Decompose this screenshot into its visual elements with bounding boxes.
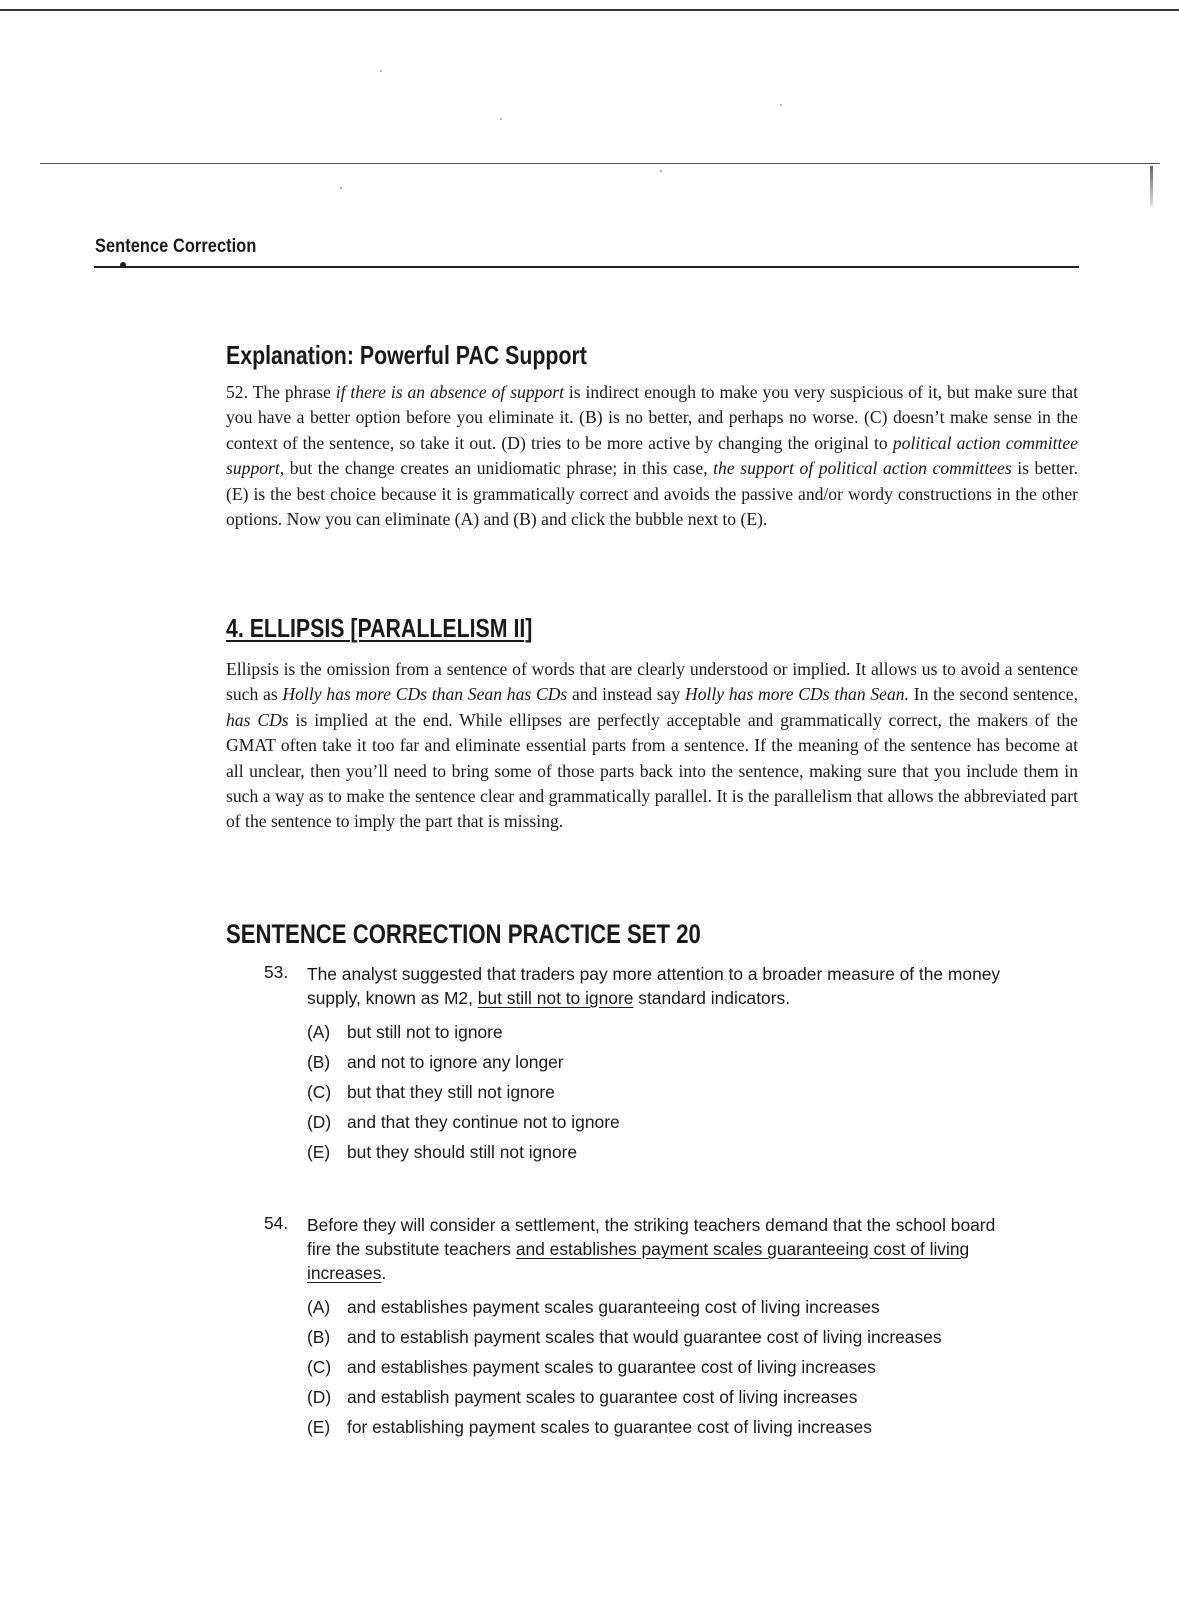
italic-phrase: political action committee support: [226, 432, 1078, 479]
choice-label: (C): [307, 1082, 332, 1102]
choice-label: (C): [307, 1357, 332, 1377]
explanation-paragraph: [226, 380, 1078, 532]
top-page-border: [0, 9, 1179, 11]
question-stem: [307, 1213, 1004, 1285]
ellipsis-paragraph: [226, 657, 1078, 835]
question-53: [264, 962, 1004, 1170]
practice-set-heading: SENTENCE CORRECTION PRACTICE SET 20: [226, 919, 701, 949]
scan-speck: [340, 187, 342, 189]
text-run: Ellipsis is the omission from a sentence of words that are clearly understood or implied. It allows us to avoid a sentence such as: [226, 659, 1078, 705]
italic-phrase: if there is an absence of support: [335, 382, 564, 402]
question-number: 53.: [264, 962, 289, 982]
italic-phrase: Holly has more CDs than Sean.: [685, 684, 909, 705]
answer-choice-a[interactable]: [307, 1020, 1004, 1044]
choice-text: and that they continue not to ignore: [347, 1112, 620, 1132]
italic-phrase: has CDs: [226, 709, 289, 730]
question-number: 54.: [264, 1213, 289, 1233]
stem-text: standard indicators.: [633, 988, 791, 1008]
choice-text: but that they still not ignore: [347, 1082, 555, 1102]
explanation-heading: Explanation: Powerful PAC Support: [226, 340, 587, 370]
choice-text: and to establish payment scales that would guarantee cost of living increases: [347, 1327, 942, 1347]
stem-text: Before they will consider a settlement, the striking teachers demand that the school board fire the substitute teachers: [307, 1215, 996, 1259]
italic-phrase: Holly has more CDs than Sean has CDs: [282, 684, 568, 705]
text-run: In the second sentence,: [909, 684, 1078, 705]
answer-choice-d[interactable]: [307, 1110, 1004, 1134]
answer-choice-c[interactable]: [307, 1080, 1004, 1104]
choice-text: and establishes payment scales to guarantee cost of living increases: [347, 1357, 876, 1377]
choice-label: (B): [307, 1052, 331, 1072]
running-head: Sentence Correction: [95, 236, 257, 257]
underlined-portion: and establishes payment scales guaranteeing cost of living increases: [307, 1239, 970, 1283]
question-stem: [307, 962, 1004, 1010]
answer-choices: [307, 1295, 1004, 1439]
choice-label: (E): [307, 1142, 331, 1162]
choice-text: but still not to ignore: [347, 1022, 503, 1042]
question-54: [264, 1213, 1004, 1445]
scan-speck: [500, 118, 502, 120]
answer-choice-b[interactable]: [307, 1050, 1004, 1074]
text-run: is implied at the end. While ellipses are perfectly acceptable and grammatically correct, the makers of the GMAT often take it too far and eliminate essential parts from a sentence. If the meaning of the sentence has become at all unclear, then you’ll need to bring some of those parts back into the sentence, making sure that you include them in such a way as to make the sentence clear and grammatically parallel. It is the parallelism that allows the abbreviated part of the sentence to imply the part that is missing.: [226, 709, 1078, 832]
explanation-body: [226, 382, 1078, 529]
choice-text: but they should still not ignore: [347, 1142, 578, 1162]
answer-choice-e[interactable]: [307, 1140, 1004, 1164]
text-run: , but the change creates an unidiomatic phrase; in this case,: [279, 458, 714, 479]
scan-speck: [660, 170, 662, 172]
answer-choice-c[interactable]: [307, 1355, 1004, 1379]
scan-speck: [380, 70, 382, 72]
choice-label: (A): [307, 1297, 331, 1317]
underlined-portion: but still not to ignore: [477, 988, 634, 1008]
scan-speck: [780, 104, 782, 106]
header-rule: [94, 266, 1079, 268]
choice-label: (D): [307, 1112, 332, 1132]
scan-edge-shadow: [1150, 166, 1153, 206]
stem-text: .: [381, 1263, 387, 1283]
answer-choice-b[interactable]: [307, 1325, 1004, 1349]
choice-label: (E): [307, 1417, 331, 1437]
text-run: and instead say: [567, 684, 685, 705]
answer-choices: [307, 1020, 1004, 1164]
explanation-number: 52.: [226, 382, 248, 402]
choice-text: and establish payment scales to guarantee cost of living increases: [347, 1387, 858, 1407]
choice-label: (A): [307, 1022, 331, 1042]
text-run: The phrase: [248, 382, 336, 402]
answer-choice-a[interactable]: [307, 1295, 1004, 1319]
text-run: is better. (E) is the best choice because it is grammatically correct and avoids the passive and/or wordy constructions in the other options. Now you can eliminate (A) and (B) and click the bubble next to (E).: [226, 458, 1078, 530]
ellipsis-heading: 4. ELLIPSIS [PARALLELISM II]: [226, 613, 533, 643]
italic-phrase: the support of political action committees: [713, 458, 1012, 479]
choice-label: (D): [307, 1387, 332, 1407]
answer-choice-e[interactable]: [307, 1415, 1004, 1439]
choice-text: for establishing payment scales to guarantee cost of living increases: [347, 1417, 872, 1437]
choice-text: and establishes payment scales guaranteeing cost of living increases: [347, 1297, 880, 1317]
stem-text: The analyst suggested that traders pay more attention to a broader measure of the money supply, known as M2,: [307, 964, 1001, 1008]
choice-label: (B): [307, 1327, 331, 1347]
header-rule-marker: [120, 262, 126, 268]
choice-text: and not to ignore any longer: [347, 1052, 564, 1072]
answer-choice-d[interactable]: [307, 1385, 1004, 1409]
text-run: is indirect enough to make you very suspicious of it, but make sure that you have a better option before you eliminate it. (B) is no better, and perhaps no worse. (C) doesn’t make sense in the context of the sentence, so take it out. (D) tries to be more active by changing the original to: [226, 382, 1078, 453]
scan-rule-line: [40, 163, 1160, 164]
